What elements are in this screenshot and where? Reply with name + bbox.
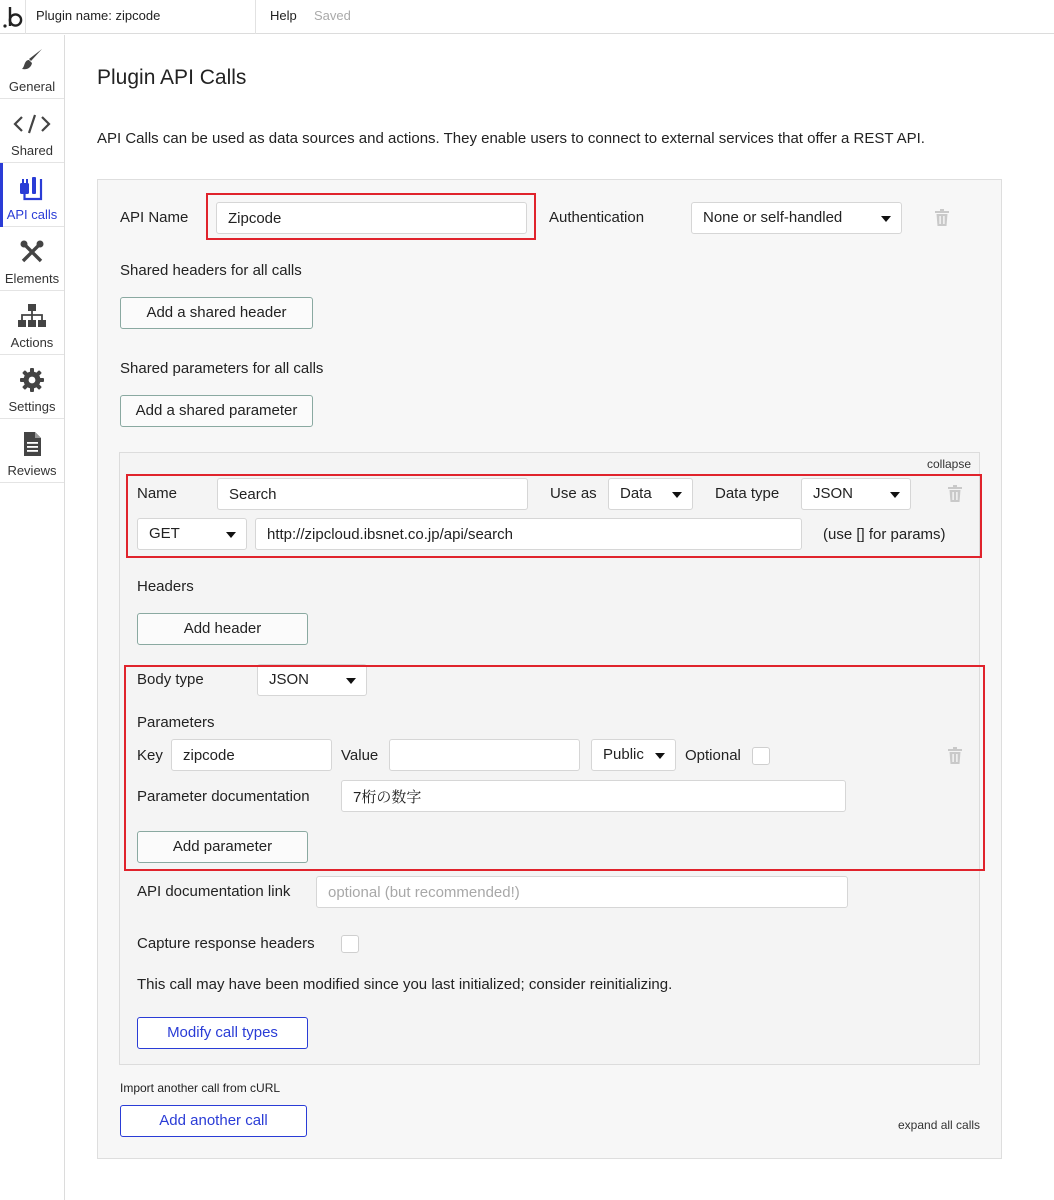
import-curl-link[interactable]: Import another call from cURL	[120, 1081, 281, 1095]
chevron-down-icon	[881, 216, 891, 222]
url-hint: (use [] for params)	[823, 526, 946, 543]
page-description: API Calls can be used as data sources and actions. They enable users to connect to external services that offer a REST API.	[97, 130, 925, 147]
plug-icon	[0, 175, 64, 201]
trash-icon[interactable]	[935, 209, 949, 226]
api-name-input[interactable]	[216, 202, 527, 234]
use-as-value: Data	[620, 485, 652, 502]
sidebar-item-label: Settings	[8, 399, 56, 414]
modified-notice: This call may have been modified since you last initialized; consider reinitializing.	[137, 976, 673, 993]
sidebar-item-label: API calls	[6, 207, 58, 222]
data-type-value: JSON	[813, 485, 854, 502]
chevron-down-icon	[672, 492, 682, 498]
add-parameter-button[interactable]: Add parameter	[137, 831, 308, 863]
code-icon	[0, 111, 64, 137]
gear-icon	[0, 367, 64, 393]
api-doc-input[interactable]	[316, 876, 848, 908]
shared-headers-label: Shared headers for all calls	[120, 262, 302, 279]
bubble-logo[interactable]	[0, 0, 26, 34]
help-link[interactable]: Help	[270, 8, 297, 23]
sitemap-icon	[0, 303, 64, 329]
param-doc-label: Parameter documentation	[137, 788, 310, 805]
authentication-value: None or self-handled	[703, 209, 843, 226]
add-header-button[interactable]: Add header	[137, 613, 308, 645]
page-title: Plugin API Calls	[97, 66, 247, 89]
sidebar-item-actions[interactable]	[0, 291, 64, 355]
sidebar-item-label: Elements	[4, 271, 60, 286]
shared-parameters-label: Shared parameters for all calls	[120, 360, 324, 377]
add-shared-parameter-button[interactable]: Add a shared parameter	[120, 395, 313, 427]
modify-call-types-button[interactable]: Modify call types	[137, 1017, 308, 1049]
optional-checkbox[interactable]	[752, 747, 770, 765]
api-name-label: API Name	[120, 209, 189, 226]
add-another-call-button[interactable]: Add another call	[120, 1105, 307, 1137]
capture-headers-checkbox[interactable]	[341, 935, 359, 953]
sidebar	[0, 35, 65, 1200]
collapse-link[interactable]: collapse	[927, 457, 972, 471]
expand-all-calls-link[interactable]: expand all calls	[898, 1118, 981, 1132]
top-bar	[0, 0, 1054, 34]
use-as-select[interactable]	[608, 478, 693, 510]
sidebar-item-general[interactable]	[0, 35, 64, 99]
topbar-divider	[255, 0, 256, 34]
data-type-select[interactable]	[801, 478, 911, 510]
sidebar-item-api-calls[interactable]	[0, 163, 64, 227]
body-type-value: JSON	[269, 671, 310, 688]
data-type-label: Data type	[715, 485, 780, 502]
param-doc-input[interactable]	[341, 780, 846, 812]
save-status: Saved	[314, 8, 351, 23]
use-as-label: Use as	[550, 485, 597, 502]
optional-label: Optional	[685, 747, 741, 764]
sidebar-item-label: General	[8, 79, 56, 94]
plugin-name: Plugin name: zipcode	[36, 8, 161, 23]
call-name-label: Name	[137, 485, 178, 502]
document-icon	[0, 431, 64, 457]
body-type-label: Body type	[137, 671, 204, 688]
http-method-select[interactable]	[137, 518, 247, 550]
sidebar-item-label: Reviews	[7, 463, 57, 478]
api-doc-label: API documentation link	[137, 883, 291, 900]
tools-icon	[0, 239, 64, 265]
chevron-down-icon	[890, 492, 900, 498]
authentication-select[interactable]	[691, 202, 902, 234]
body-type-select[interactable]	[257, 664, 367, 696]
add-shared-header-button[interactable]: Add a shared header	[120, 297, 313, 329]
chevron-down-icon	[346, 678, 356, 684]
sidebar-item-settings[interactable]	[0, 355, 64, 419]
capture-headers-label: Capture response headers	[137, 935, 315, 952]
trash-icon[interactable]	[948, 747, 962, 764]
url-input[interactable]	[255, 518, 802, 550]
trash-icon[interactable]	[948, 485, 962, 502]
logo-icon	[2, 4, 24, 30]
sidebar-item-shared[interactable]	[0, 99, 64, 163]
sidebar-item-reviews[interactable]	[0, 419, 64, 483]
headers-label: Headers	[137, 578, 194, 595]
sidebar-item-label: Actions	[10, 335, 54, 350]
param-key-label: Key	[137, 747, 163, 764]
chevron-down-icon	[226, 532, 236, 538]
call-name-input[interactable]	[217, 478, 528, 510]
param-key-input[interactable]	[171, 739, 332, 771]
param-visibility-select[interactable]	[591, 739, 676, 771]
http-method-value: GET	[149, 525, 180, 542]
param-value-input[interactable]	[389, 739, 580, 771]
chevron-down-icon	[655, 753, 665, 759]
brush-icon	[0, 47, 64, 73]
sidebar-item-label: Shared	[11, 143, 53, 158]
parameters-label: Parameters	[137, 714, 215, 731]
param-visibility-value: Public	[603, 746, 644, 763]
sidebar-item-elements[interactable]	[0, 227, 64, 291]
authentication-label: Authentication	[549, 209, 645, 226]
param-value-label: Value	[341, 747, 379, 764]
